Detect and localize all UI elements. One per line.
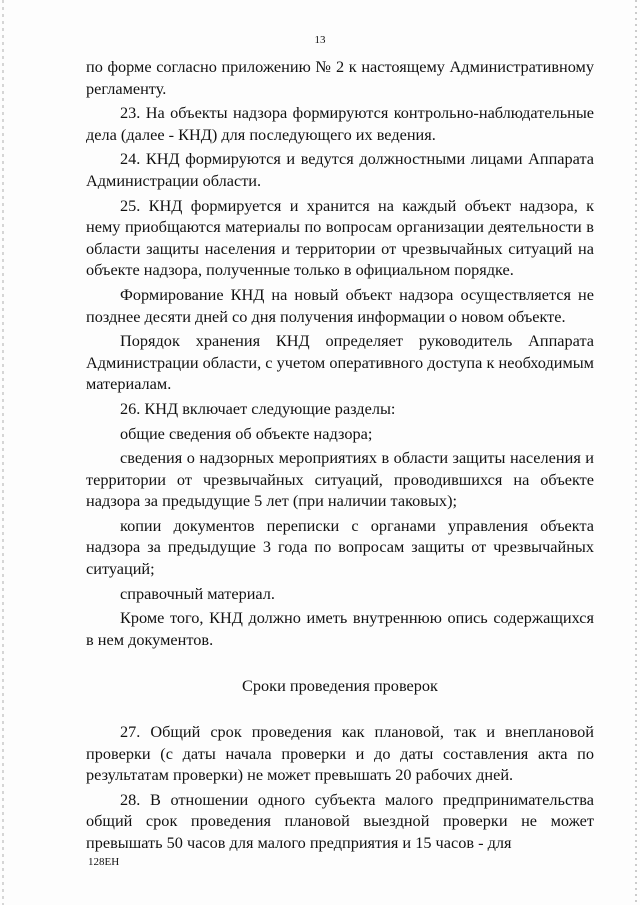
section-heading: Сроки проведения проверок <box>242 676 438 696</box>
paragraph-28: 28. В отношении одного субъекта малого предпринимательства общий срок проведения плановой выездной проверки не может превышать 50 часов для малого предприятия и 15 часов - для <box>86 789 594 852</box>
list-item-inspections: сведения о надзорных мероприятиях в области защиты населения и территории от чрезвычайных ситуаций, проводившихся на объекте надзора за предыдущие 5 лет (при наличии таковых); <box>86 448 594 511</box>
list-item-general-info: общие сведения об объекте надзора; <box>120 423 373 443</box>
document-body <box>86 56 594 854</box>
paragraph-25: 25. КНД формируется и хранится на каждый объект надзора, к нему приобщаются материалы по вопросам организации деятельности в области защиты населения и территории от чрезвычайных ситуаций на объекте надзора, полученные только в официальном порядке. <box>86 195 594 280</box>
paragraph-26: 26. КНД включает следующие разделы: <box>120 398 396 418</box>
paragraph-23: 23. На объекты надзора формируются контрольно-наблюдательные дела (далее - КНД) для последующего их ведения. <box>86 103 594 144</box>
paragraph-formation: Формирование КНД на новый объект надзора осуществляется не позднее десяти дней со дня получения информации о новом объекте. <box>86 284 594 326</box>
paragraph-storage: Порядок хранения КНД определяет руководитель Аппарата Администрации области, с учетом оперативного доступа к необходимым материалам. <box>86 331 594 394</box>
paragraph-inventory: Кроме того, КНД должно иметь внутреннюю опись содержащихся в нем документов. <box>86 608 594 649</box>
list-item-reference: справочный материал. <box>120 583 275 603</box>
scan-edge-right <box>635 0 637 905</box>
page-number: 13 <box>314 34 326 46</box>
scan-edge-left <box>2 0 4 905</box>
footer-code: 128ЕН <box>88 856 120 868</box>
paragraph-27: 27. Общий срок проведения как плановой, так и внеплановой проверки (с даты начала проверки и до даты составления акта по результатам проверки) не может превышать 20 рабочих дней. <box>86 722 594 785</box>
list-item-correspondence: копии документов переписки с органами управления объекта надзора за предыдущие 3 года по вопросам защиты от чрезвычайных ситуаций; <box>86 515 594 579</box>
paragraph-24: 24. КНД формируются и ведутся должностными лицами Аппарата Администрации области. <box>86 149 594 190</box>
paragraph-continuation: по форме согласно приложению № 2 к настоящему Административному регламенту. <box>86 57 594 98</box>
